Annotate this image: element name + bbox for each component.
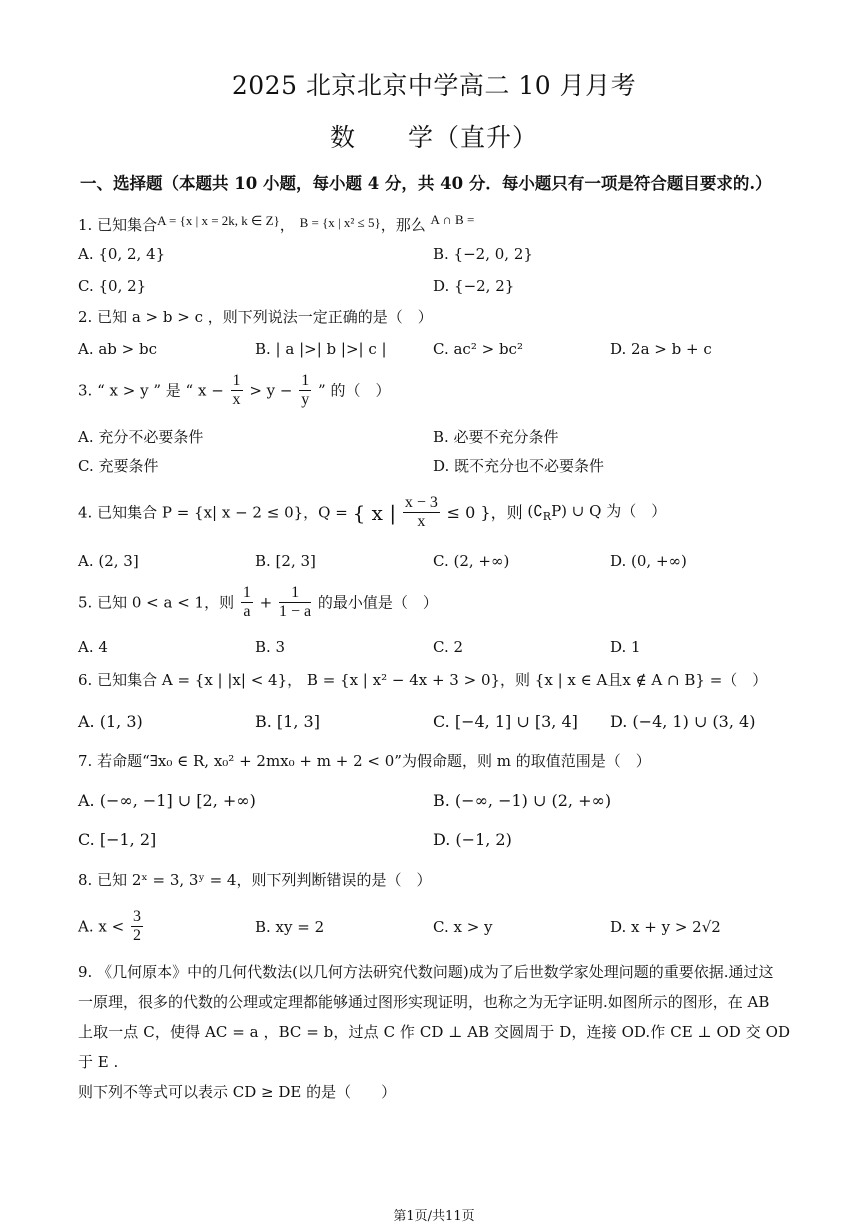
q5-option-b[interactable]: B. 3 bbox=[255, 638, 286, 656]
set-a-expression: A = {x | x = 2k, k ∈ Z} bbox=[157, 213, 280, 228]
q4-option-d[interactable]: D. (0, +∞) bbox=[610, 552, 687, 570]
question-9-stem bbox=[78, 957, 790, 1107]
q4-option-b[interactable]: B. [2, 3] bbox=[255, 552, 316, 570]
question-1-stem: 1. 已知集合A = {x | x = 2k, k ∈ Z}， B = {x | x² ≤ 5}，那么 A ∩ B = bbox=[78, 212, 475, 234]
fraction-1-over-a: $\frac{1}{a}$ bbox=[242, 584, 251, 621]
q8-option-a[interactable]: A. x < $\frac{3}{2}$ bbox=[78, 908, 141, 945]
fraction-x-minus-3-over-x: $\frac{x - 3}{x}$ bbox=[404, 494, 438, 531]
q8-option-b[interactable]: B. xy = 2 bbox=[255, 918, 325, 936]
q6-option-b[interactable]: B. [1, 3] bbox=[255, 712, 320, 731]
q3-option-c[interactable]: C. 充要条件 bbox=[78, 457, 159, 475]
q7-option-a[interactable]: A. (−∞, −1] ∪ [2, +∞) bbox=[78, 791, 256, 810]
q1-option-b[interactable]: B. {−2, 0, 2} bbox=[433, 245, 533, 263]
fraction-1-over-y: $\frac{1}{y}$ bbox=[301, 372, 310, 409]
q7-option-d[interactable]: D. (−1, 2) bbox=[433, 830, 512, 849]
q3-option-b[interactable]: B. 必要不充分条件 bbox=[433, 428, 559, 446]
q5-option-c[interactable]: C. 2 bbox=[433, 638, 464, 656]
section-heading: 一、选择题（本题共 10 小题，每小题 4 分，共 40 分．每小题只有一项是符合题目要求的.） bbox=[80, 174, 772, 193]
q3-option-a[interactable]: A. 充分不必要条件 bbox=[78, 428, 204, 446]
exam-subtitle: 数 学（直升） bbox=[329, 123, 538, 152]
q1-option-d[interactable]: D. {−2, 2} bbox=[433, 277, 515, 295]
question-2-stem: 2. 已知 a > b > c ，则下列说法一定正确的是（ ） bbox=[78, 308, 433, 326]
q3-option-d[interactable]: D. 既不充分也不必要条件 bbox=[433, 457, 605, 475]
q1-option-c[interactable]: C. {0, 2} bbox=[78, 277, 147, 295]
q5-option-d[interactable]: D. 1 bbox=[610, 638, 641, 656]
q6-option-c[interactable]: C. [−4, 1] ∪ [3, 4] bbox=[433, 712, 578, 731]
fraction-1-over-1-minus-a: $\frac{1}{1 - a}$ bbox=[279, 584, 312, 621]
complement-expression: $(∁_RP)$ ∪ Q 为（ ） bbox=[527, 501, 667, 523]
q1-option-a[interactable]: A. {0, 2, 4} bbox=[78, 245, 166, 263]
q8-option-c[interactable]: C. x > y bbox=[433, 918, 493, 936]
q7-option-b[interactable]: B. (−∞, −1) ∪ (2, +∞) bbox=[433, 791, 612, 810]
question-7-stem: 7. 若命题“∃x₀ ∈ R, x₀² + 2mx₀ + m + 2 < 0”为假命题，则 m 的取值范围是（ ） bbox=[78, 752, 651, 770]
q4-option-a[interactable]: A. (2, 3] bbox=[78, 552, 139, 570]
q9-line: 一原理，很多的代数的公理或定理都能够通过图形实现证明，也称之为无字证明.如图所示的图形，在 AB bbox=[78, 993, 770, 1011]
set-b-expression: B = {x | x² ≤ 5} bbox=[299, 215, 381, 230]
q2-option-c[interactable]: C. ac² > bc² bbox=[433, 340, 523, 358]
question-5-stem: 5. 已知 0 < a < 1，则 $\frac{1}{a}$ + $\frac{1}{1 - a}$ 的最小值是（ ） bbox=[78, 584, 438, 621]
q2-option-a[interactable]: A. ab > bc bbox=[78, 340, 158, 358]
q9-line: 9. 《几何原本》中的几何代数法(以几何方法研究代数问题)成为了后世数学家处理问题的重要依据.通过这 bbox=[78, 963, 774, 981]
q9-line: 则下列不等式可以表示 CD ≥ DE 的是（ ） bbox=[78, 1083, 397, 1101]
page-footer: 第1页/共11页 bbox=[393, 1209, 475, 1224]
fraction-3-over-2: $\frac{3}{2}$ bbox=[132, 908, 141, 945]
question-3-stem: 3. “ x > y ” 是 “ x − $\frac{1}{x}$ > y − $\frac{1}{y}$ ” 的（ ） bbox=[78, 372, 391, 409]
q2-option-b[interactable]: B. | a |>| b |>| c | bbox=[255, 340, 387, 358]
exam-title: 2025 北京北京中学高二 10 月月考 bbox=[231, 71, 637, 100]
q6-option-a[interactable]: A. (1, 3) bbox=[78, 712, 143, 731]
q6-option-d[interactable]: D. (−4, 1) ∪ (3, 4) bbox=[610, 712, 756, 731]
q4-option-c[interactable]: C. (2, +∞) bbox=[433, 552, 510, 570]
question-6-stem: 6. 已知集合 A = {x | |x| < 4}， B = {x | x² − 4x + 3 > 0}，则 {x | x ∈ A且x ∉ A ∩ B} =（ ） bbox=[78, 671, 768, 689]
fraction-1-over-x: $\frac{1}{x}$ bbox=[232, 372, 241, 409]
question-4-stem: 4. 已知集合 P = {x| x − 2 ≤ 0}，Q = { x | $\frac{x - 3}{x}$ ≤ 0 }，则 $(∁_RP)$ ∪ Q 为（ ） bbox=[78, 494, 667, 531]
q9-line: 上取一点 C，使得 AC = a ，BC = b，过点 C 作 CD ⊥ AB 交圆周于 D，连接 OD.作 CE ⊥ OD 交 OD 于 E . bbox=[78, 1023, 790, 1071]
q2-option-d[interactable]: D. 2a > b + c bbox=[610, 340, 712, 358]
q8-option-d[interactable]: D. x + y > 2√2 bbox=[610, 918, 721, 936]
q5-option-a[interactable]: A. 4 bbox=[78, 638, 108, 656]
q7-option-c[interactable]: C. [−1, 2] bbox=[78, 830, 157, 849]
question-8-stem: 8. 已知 2ˣ = 3, 3ʸ = 4，则下列判断错误的是（ ） bbox=[78, 871, 432, 889]
question-ask: A ∩ B = bbox=[430, 212, 475, 227]
